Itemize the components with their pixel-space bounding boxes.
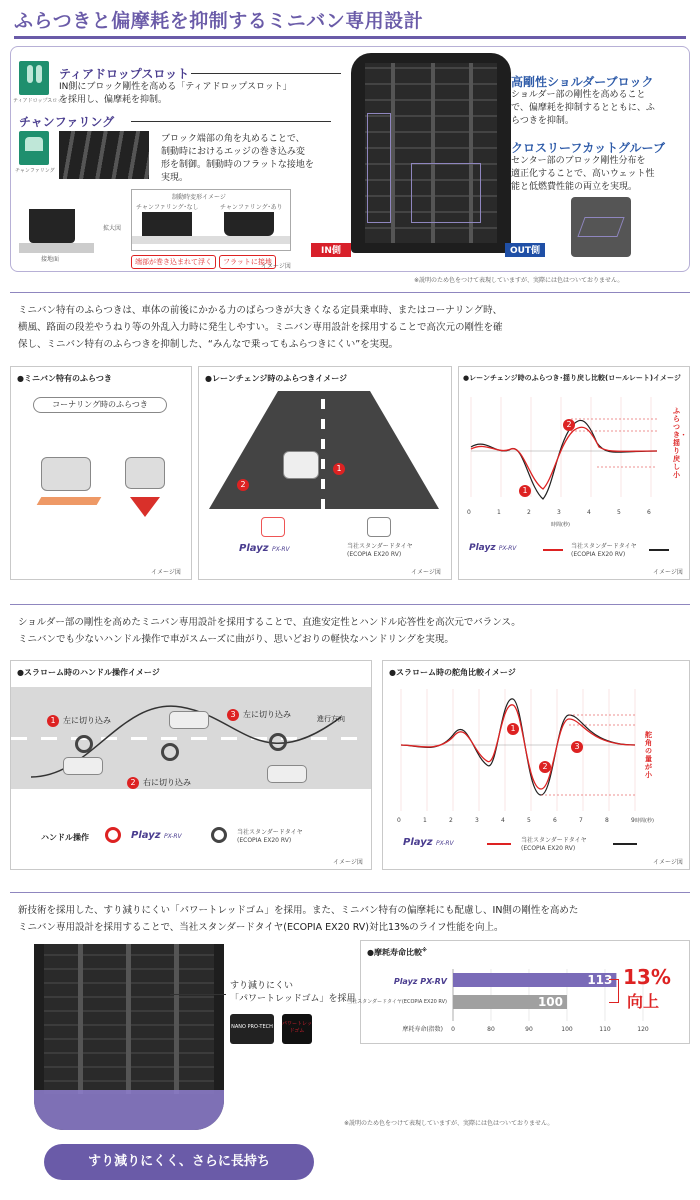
section2-para-3: 保し、ミニバン特有のふらつきを抑制した、“みんなで乗ってもふらつきにくい”を実現。 (18, 339, 399, 350)
steer-mark-3: 3 (571, 741, 583, 753)
wear-tick-label: 100 (561, 1026, 573, 1033)
ground-label: 接地面 (41, 256, 60, 263)
steer-mark-1: 1 (507, 723, 519, 735)
mark-1: 1 (333, 463, 345, 475)
chamfer-desc-2: 制動時におけるエッジの巻き込み変 (161, 147, 305, 157)
wear-life-chart-box (347, 940, 690, 1044)
steering-wheel-icon-2 (161, 743, 179, 761)
tire-callout-2: 「パワートレッドゴム」を採用 (230, 994, 356, 1004)
deform-with: チャンファリング･あり (220, 204, 283, 211)
slalom-std-1: 当社スタンダードタイヤ (237, 829, 303, 836)
steer-std-1: 当社スタンダードタイヤ (521, 837, 587, 844)
roll-ticks: 0 1 2 3 4 5 6 (467, 509, 651, 516)
teardrop-desc-1: IN側にブロック剛性を高める「ティアドロップスロット」 (59, 82, 292, 92)
chamfer-desc-1: ブロック端部の角を丸めることで、 (161, 134, 305, 144)
section3-rule (10, 604, 690, 605)
box1-image-note: イメージ図 (151, 569, 181, 576)
bottom-banner: すり減りにくく、さらに長持ち (44, 1144, 314, 1180)
chamfer-rule (131, 121, 331, 122)
cross-desc-2: 適正化することで、高いウェット性 (511, 169, 655, 179)
improve-pct: 13% (623, 965, 671, 989)
steer-amount-label: 舵角の量が小 (645, 731, 652, 779)
steering-box-title: ●スラローム時の舵角比較イメージ (389, 668, 516, 677)
box2-std-2: (ECOPIA EX20 RV) (347, 551, 402, 558)
cross-desc-1: センター部のブロック剛性分布を (511, 156, 646, 166)
mark-2: 2 (237, 479, 249, 491)
lane-change-box (198, 366, 452, 580)
color-note-1: ※説明のため色をつけて表現していますが、実際には色はついておりません。 (414, 277, 624, 284)
steer-axis-label: 時間(秒) (635, 818, 654, 824)
wear-bar-value-2: 100 (537, 995, 563, 1009)
zoom-label: 拡大図 (103, 225, 122, 232)
page-title: ふらつきと偏摩耗を抑制するミニバン専用設計 (14, 10, 424, 32)
slalom-std-2: (ECOPIA EX20 RV) (237, 837, 292, 844)
box2-image-note: イメージ図 (411, 569, 441, 576)
steering-wheel-icon-1 (75, 735, 93, 753)
car-sway-illustration (31, 447, 101, 507)
slalom-car-3 (267, 765, 307, 783)
box3-std-1: 当社スタンダードタイヤ (571, 543, 637, 550)
wear-tick-label: 0 (451, 1026, 455, 1033)
box2-std-1: 当社スタンダードタイヤ (347, 543, 413, 550)
section4-para-2: ミニバン専用設計を採用することで、当社スタンダードタイヤ(ECOPIA EX20 RV)対比13%のライフ性能を向上。 (18, 922, 504, 933)
road-illustration (209, 391, 439, 509)
box1-title: ●ミニバン特有のふらつき (17, 374, 112, 383)
right-turn: 右に切り込み (143, 778, 191, 787)
wear-tick-label: 80 (487, 1026, 495, 1033)
feature-panel (10, 46, 690, 272)
section2-para-1: ミニバン特有のふらつきは、車体の前後にかかる力のばらつきが大きくなる定員乗車時、またはコーナリング時、 (18, 305, 503, 316)
lane-car (283, 451, 319, 479)
wear-category-2: 当社スタンダードタイヤ(ECOPIA EX20 RV) (347, 999, 447, 1005)
steering-angle-graph (397, 685, 637, 815)
box3-std-2: (ECOPIA EX20 RV) (571, 551, 626, 558)
section4-rule (10, 892, 690, 893)
steer-std-2: (ECOPIA EX20 RV) (521, 845, 576, 852)
section2-rule (10, 292, 690, 293)
box3-brand: Playz PX-RV (469, 543, 517, 553)
shoulder-title: 高剛性ショルダーブロック (511, 75, 654, 89)
teardrop-title: ティアドロップスロット (59, 67, 190, 81)
box3-title: ●レーンチェンジ時のふらつき･揺り戻し比較(ロールレート)イメージ (463, 374, 681, 382)
image-note: イメージ図 (261, 263, 291, 270)
graph-mark-1: 1 (519, 485, 531, 497)
chamfer-desc-3: 形を制御。制動時のフラットな接地を (161, 160, 314, 170)
section4-para-1: 新技術を採用した、すり減りにくい「パワートレッドゴム」を採用。また、ミニバン特有の偏摩耗にも配慮し、IN側の剛性を高めた (18, 905, 579, 916)
wear-x-label: 摩耗寿命(指数) (402, 1026, 443, 1033)
slalom-box-title: ●スラローム時のハンドル操作イメージ (17, 668, 160, 677)
chamfer-desc-4: 実現。 (161, 173, 189, 183)
sway-label: ふらつき・揺り戻し小 (673, 407, 687, 479)
playz-car-icon (261, 517, 285, 537)
out-side-tag: OUT側 (505, 243, 545, 257)
wear-category-1: Playz PX-RV (393, 977, 447, 986)
flat-contact-label: フラットに接地 (219, 255, 276, 269)
wear-tick-label: 90 (525, 1026, 533, 1033)
slalom-car-1 (63, 757, 103, 775)
deform-image (19, 187, 299, 267)
chamfer-icon-caption: チャンファリング (15, 168, 55, 174)
direction-label: 進行方向 (317, 715, 345, 723)
power-tread-badge: パワートレッドゴム (282, 1014, 312, 1044)
roll-axis-label: 時間(秒) (551, 522, 570, 528)
cross-title: クロスリーフカットグルーブ (511, 141, 665, 155)
minivan-sway-box (10, 366, 192, 580)
playz-handle-icon (105, 827, 121, 843)
edge-float-label: 端部が巻き込まれて浮く (131, 255, 216, 269)
steer-image-note: イメージ図 (653, 859, 683, 866)
shoulder-desc-3: らつきを抑制。 (511, 116, 574, 126)
shoulder-desc-2: で、偏摩耗を抑制するとともに、ふ (511, 103, 655, 113)
section2-para-2: 横風、路面の段差やうねり等の外乱入力時に発生しやすい。ミニバン専用設計を採用することで高次元の剛性を確 (18, 322, 503, 333)
wear-chart-title: ●摩耗寿命比較※ (367, 947, 427, 957)
car-rear-illustration (115, 457, 175, 527)
slalom-mark-2: 2 (127, 777, 139, 789)
left-turn-2: 左に切り込み (243, 710, 291, 719)
teardrop-desc-2: を採用し、偏摩耗を抑制。 (59, 95, 168, 105)
wear-tick-label: 120 (637, 1026, 649, 1033)
shoulder-desc-1: ショルダー部の剛性を高めること (511, 90, 646, 100)
std-handle-icon (211, 827, 227, 843)
box2-brand: Playz PX-RV (239, 543, 290, 554)
left-turn-1: 左に切り込み (63, 716, 111, 725)
slalom-mark-3: 3 (227, 709, 239, 721)
section3-para-1: ショルダー部の剛性を高めたミニバン専用設計を採用することで、直進安定性とハンドル応答性を高次元でバランス。 (18, 617, 521, 628)
teardrop-rule (191, 73, 341, 74)
std-car-icon (367, 517, 391, 537)
steer-mark-2: 2 (539, 761, 551, 773)
deform-without: チャンファリング･なし (136, 204, 199, 211)
chamfer-icon (19, 131, 49, 165)
cornering-badge: コーナリング時のふらつき (33, 397, 167, 413)
tire-tread-photo (351, 53, 511, 253)
wear-bar-value-1: 113 (587, 973, 613, 987)
groove-zoom-image (571, 197, 631, 257)
improve-word: 向上 (627, 992, 660, 1011)
color-note-2: ※説明のため色をつけて表現していますが、実際には色はついておりません。 (344, 1120, 554, 1127)
teardrop-icon-caption: ティアドロップスロット (13, 98, 68, 104)
steering-wheel-icon-3 (269, 733, 287, 751)
graph-mark-2: 2 (563, 419, 575, 431)
in-side-tag: IN側 (311, 243, 351, 257)
tire-callout-line (170, 994, 226, 995)
cross-desc-3: 能と低燃費性能の両立を実現。 (511, 182, 638, 192)
steer-ticks: 0 1 2 3 4 5 6 7 8 9 (397, 817, 635, 824)
power-tread-tire-image (34, 944, 224, 1130)
improve-bracket (609, 979, 619, 1003)
tire-callout-1: すり減りにくい (230, 981, 294, 991)
slalom-car-2 (169, 711, 209, 729)
roll-rate-box (458, 366, 690, 580)
nano-protech-badge: NANO PRO-TECH (230, 1014, 274, 1044)
roll-rate-graph (467, 387, 667, 507)
slalom-mark-1: 1 (47, 715, 59, 727)
box2-title: ●レーンチェンジ時のふらつきイメージ (205, 374, 348, 383)
steer-playz-line (487, 843, 511, 845)
box3-image-note: イメージ図 (653, 569, 683, 576)
wear-tick-label: 110 (599, 1026, 611, 1033)
deform-title: 制動時変形イメージ (172, 194, 226, 201)
slalom-brand: Playz PX-RV (131, 830, 182, 841)
steer-brand: Playz PX-RV (403, 837, 454, 848)
tread-zoom-image (59, 131, 149, 179)
title-underline (14, 36, 686, 39)
handle-op-label: ハンドル操作 (41, 833, 89, 842)
slalom-handle-box (10, 660, 372, 870)
steering-angle-box (382, 660, 690, 870)
teardrop-icon (19, 61, 49, 95)
chamfer-title: チャンファリング (19, 115, 115, 129)
playz-legend-line (543, 549, 563, 551)
slalom-image-note: イメージ図 (333, 859, 363, 866)
std-legend-line (649, 549, 669, 551)
section3-para-2: ミニバンでも少ないハンドル操作で車がスムーズに曲がり、思いどおりの軽快なハンドリングを実現。 (18, 634, 454, 645)
steer-std-line (613, 843, 637, 845)
